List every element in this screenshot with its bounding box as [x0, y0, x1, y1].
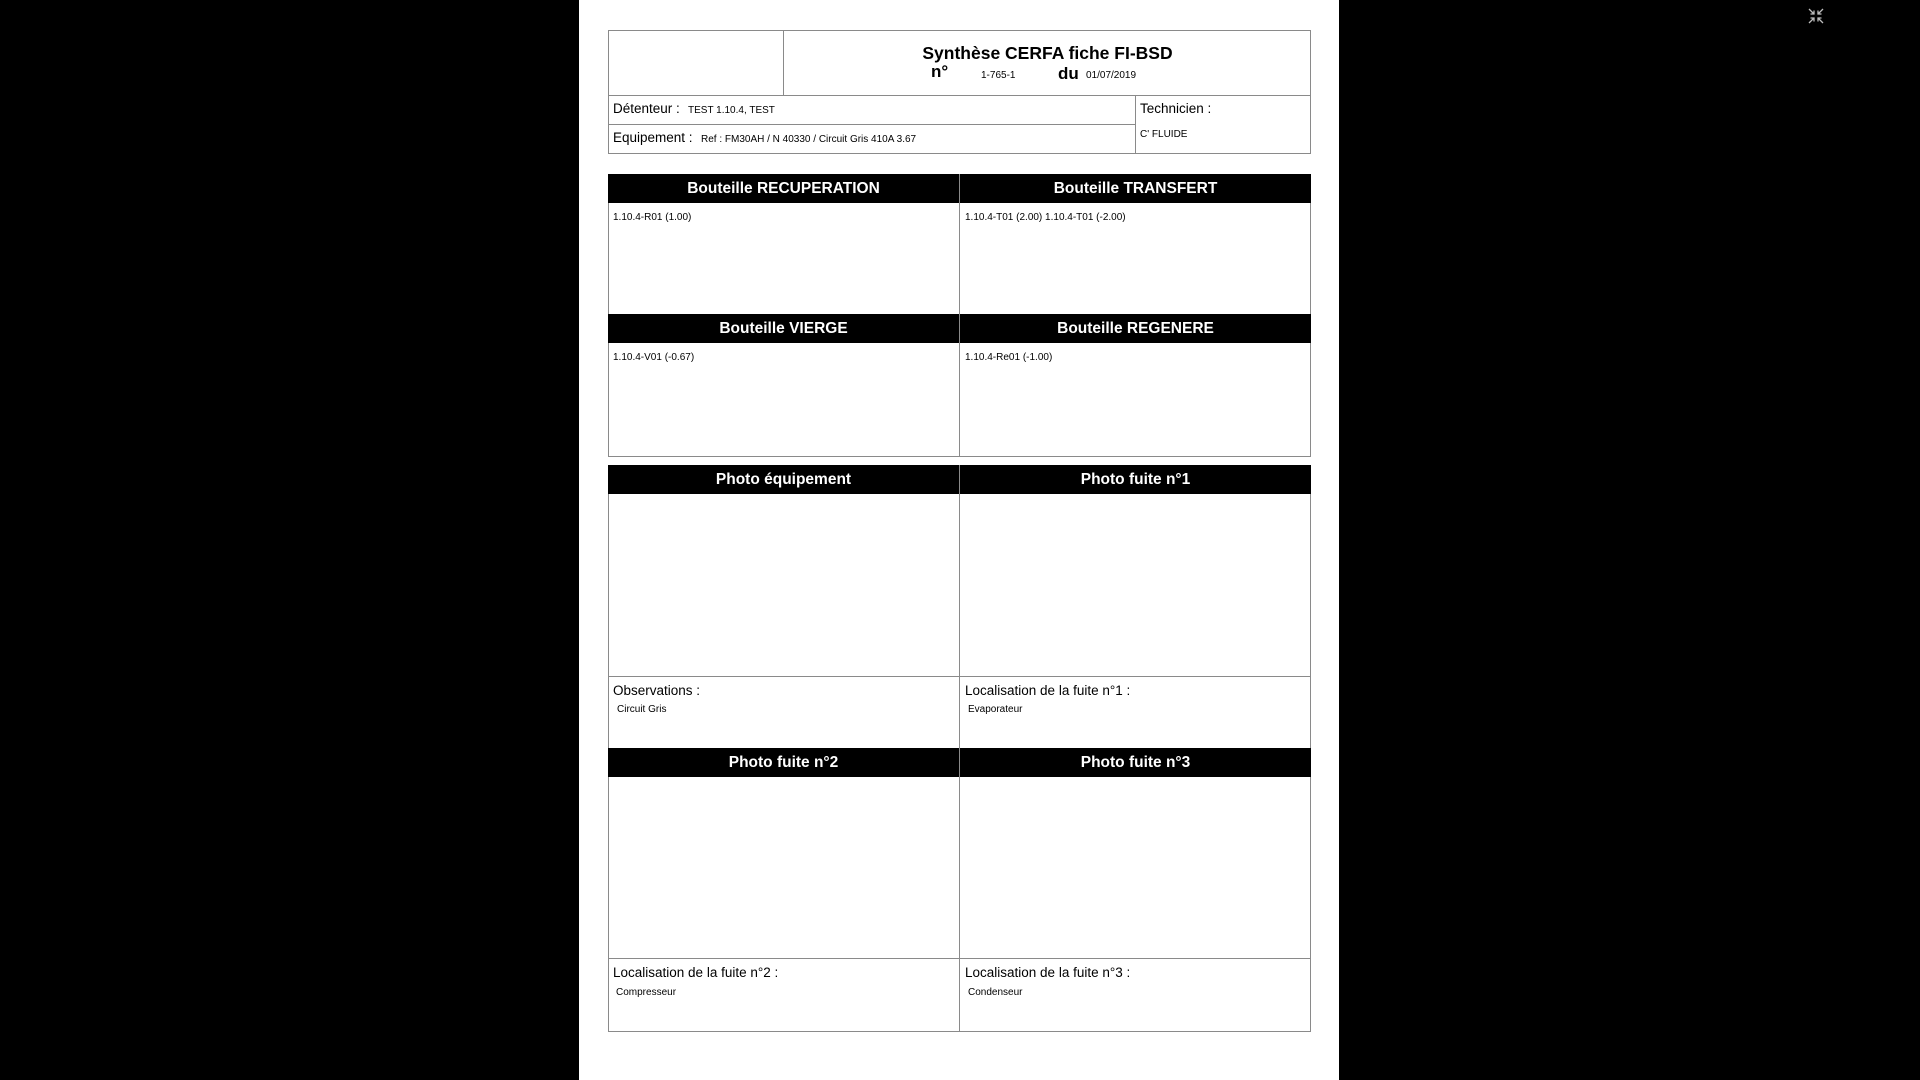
bottle-recovery-content: 1.10.4-R01 (1.00): [613, 212, 692, 223]
leak3-location-value: Condenseur: [968, 987, 1023, 998]
photo-leak1-header: Photo fuite n°1: [960, 465, 1311, 494]
info-divider-horizontal: [608, 124, 1136, 125]
equipment-label: Equipement :: [613, 130, 693, 145]
holder-label: Détenteur :: [613, 101, 680, 116]
photo-leak2-area: [609, 777, 959, 958]
leak3-location-label: Localisation de la fuite n°3 :: [965, 965, 1131, 980]
leak1-location-label: Localisation de la fuite n°1 :: [965, 683, 1131, 698]
technician-label: Technicien :: [1140, 101, 1212, 116]
exit-fullscreen-icon: [1807, 7, 1825, 25]
bottle-transfer-header: Bouteille TRANSFERT: [960, 174, 1311, 203]
number-value: 1-765-1: [981, 70, 1016, 81]
bottle-regen-content: 1.10.4-Re01 (-1.00): [965, 352, 1053, 363]
photo-leak1-area: [960, 494, 1310, 676]
bottle-transfer-content: 1.10.4-T01 (2.00) 1.10.4-T01 (-2.00): [965, 212, 1126, 223]
exit-fullscreen-button[interactable]: [1804, 4, 1828, 28]
bottle-regen-header: Bouteille REGENERE: [960, 314, 1311, 343]
document-page: [579, 0, 1339, 1080]
photo-leak3-header: Photo fuite n°3: [960, 748, 1311, 777]
leak2-location-label: Localisation de la fuite n°2 :: [613, 965, 779, 980]
observations-label: Observations :: [613, 683, 701, 698]
document-title: Synthèse CERFA fiche FI-BSD: [922, 43, 1173, 63]
date-value: 01/07/2019: [1086, 70, 1137, 81]
observations-value: Circuit Gris: [617, 704, 667, 715]
date-label: du: [1058, 64, 1079, 83]
info-divider-vertical: [1135, 96, 1136, 154]
photos-row1-divider: [608, 676, 1311, 677]
holder-value: TEST 1.10.4, TEST: [688, 105, 775, 116]
bottle-recovery-header: Bouteille RECUPERATION: [608, 174, 959, 203]
bottle-virgin-header: Bouteille VIERGE: [608, 314, 959, 343]
photo-leak2-header: Photo fuite n°2: [608, 748, 959, 777]
photo-equipment-header: Photo équipement: [608, 465, 959, 494]
photos-row2-divider: [608, 958, 1311, 959]
leak2-location-value: Compresseur: [616, 987, 677, 998]
photo-equipment-area: [609, 494, 959, 676]
technician-value: C' FLUIDE: [1140, 129, 1188, 140]
bottle-virgin-content: 1.10.4-V01 (-0.67): [613, 352, 695, 363]
leak1-location-value: Evaporateur: [968, 704, 1023, 715]
number-label: n°: [931, 62, 949, 81]
photo-leak3-area: [960, 777, 1310, 958]
equipment-value: Ref : FM30AH / N 40330 / Circuit Gris 410A 3.67: [701, 134, 917, 145]
